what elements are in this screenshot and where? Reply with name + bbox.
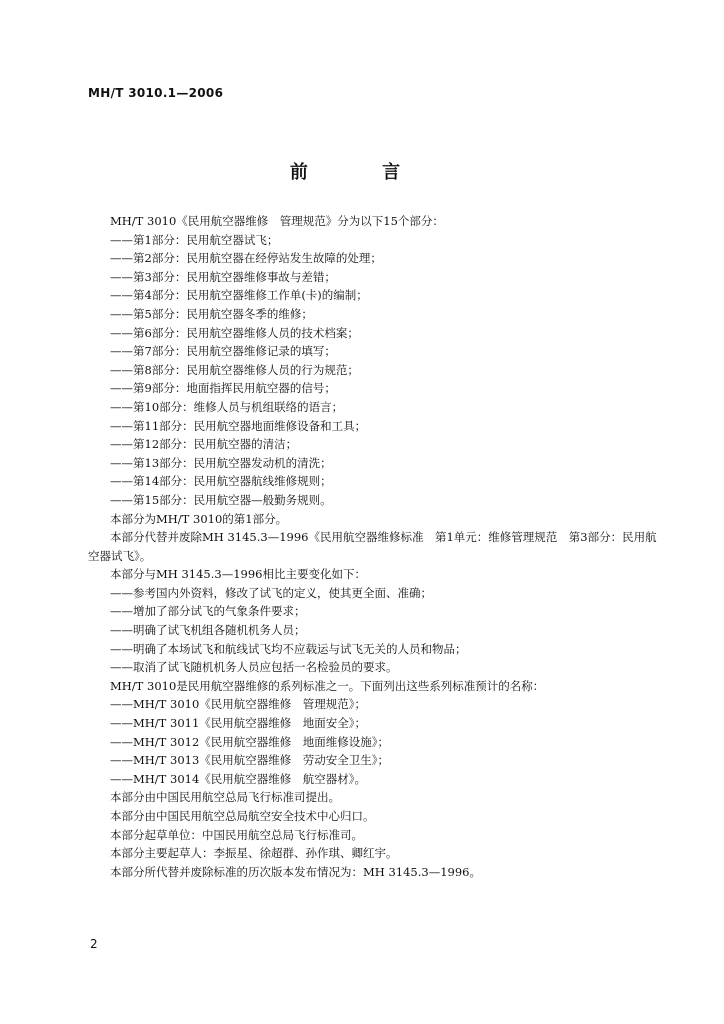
list-item: ——第6部分：民用航空器维修人员的技术档案； xyxy=(110,325,359,340)
list-item: ——MH/T 3013《民用航空器维修 劳动安全卫生》； xyxy=(110,753,390,768)
text-line: 本部分所代替并废除标准的历次版本发布情况为：MH 3145.3—1996。 xyxy=(110,864,481,879)
list-item: ——取消了试飞随机机务人员应包括一名检验员的要求。 xyxy=(110,660,398,675)
list-item: ——第11部分：民用航空器地面维修设备和工具； xyxy=(110,418,367,433)
list-item: ——MH/T 3010《民用航空器维修 管理规范》； xyxy=(110,697,367,712)
text-line: MH/T 3010《民用航空器维修 管理规范》分为以下15个部分： xyxy=(110,214,444,228)
list-item: ——第5部分：民用航空器冬季的维修； xyxy=(110,306,313,321)
list-item: ——第7部分：民用航空器维修记录的填写； xyxy=(110,344,336,359)
page-title: 前 言 xyxy=(289,162,435,183)
list-item: ——MH/T 3011《民用航空器维修 地面安全》； xyxy=(110,716,367,731)
list-item: ——明确了试飞机组各随机机务人员； xyxy=(110,623,306,638)
text-line: 本部分由中国民用航空总局飞行标准司提出。 xyxy=(110,790,340,805)
list-item: ——第9部分：地面指挥民用航空器的信号； xyxy=(110,381,336,396)
text-line: MH/T 3010是民用航空器维修的系列标准之一。下面列出这些系列标准预计的名称： xyxy=(110,678,545,693)
list-item: ——明确了本场试飞和航线试飞均不应载运与试飞无关的人员和物品； xyxy=(110,641,467,656)
list-item: ——MH/T 3012《民用航空器维修 地面维修设施》； xyxy=(110,734,390,749)
text-line: 本部分起草单位：中国民用航空总局飞行标准司。 xyxy=(110,827,363,842)
text-line: 本部分由中国民用航空总局航空安全技术中心归口。 xyxy=(110,809,375,823)
document-code-header: MH/T 3010.1—2006 xyxy=(88,86,224,100)
list-item: ——第3部分：民用航空器维修事故与差错； xyxy=(110,269,336,284)
list-item: ——第12部分：民用航空器的清洁； xyxy=(110,437,298,452)
list-item: ——第8部分：民用航空器维修人员的行为规范； xyxy=(110,362,359,377)
list-item: ——第15部分：民用航空器—般勤务规则。 xyxy=(110,492,332,507)
list-item: ——第14部分：民用航空器航线维修规则； xyxy=(110,474,332,489)
list-item: ——第10部分：维修人员与机组联络的语言； xyxy=(110,399,344,414)
list-item: ——MH/T 3014《民用航空器维修 航空器材》。 xyxy=(110,771,367,786)
list-item: ——第1部分：民用航空器试飞； xyxy=(110,232,279,247)
list-item: ——参考国内外资料，修改了试飞的定义，使其更全面、准确； xyxy=(110,585,432,600)
text-line: 本部分与MH 3145.3—1996相比主要变化如下： xyxy=(110,567,366,582)
replacement-paragraph: 本部分代替并废除MH 3145.3—1996《民用航空器维修标准 第1单元：维修管理规范 第3部分：民用航空器试飞》。 xyxy=(88,530,657,563)
text-line: 本部分主要起草人：李振星、徐超群、孙作琪、卿红宇。 xyxy=(110,846,398,861)
list-item: ——第13部分：民用航空器发动机的清洗； xyxy=(110,455,332,470)
list-item: ——第4部分：民用航空器维修工作单(卡)的编制； xyxy=(110,288,368,303)
list-item: ——第2部分：民用航空器在经停站发生故障的处理； xyxy=(110,251,382,266)
foreword-body xyxy=(88,212,660,881)
page-number: 2 xyxy=(90,937,98,951)
list-item: ——增加了部分试飞的气象条件要求； xyxy=(110,604,306,619)
text-line: 本部分为MH/T 3010的第1部分。 xyxy=(110,511,288,526)
